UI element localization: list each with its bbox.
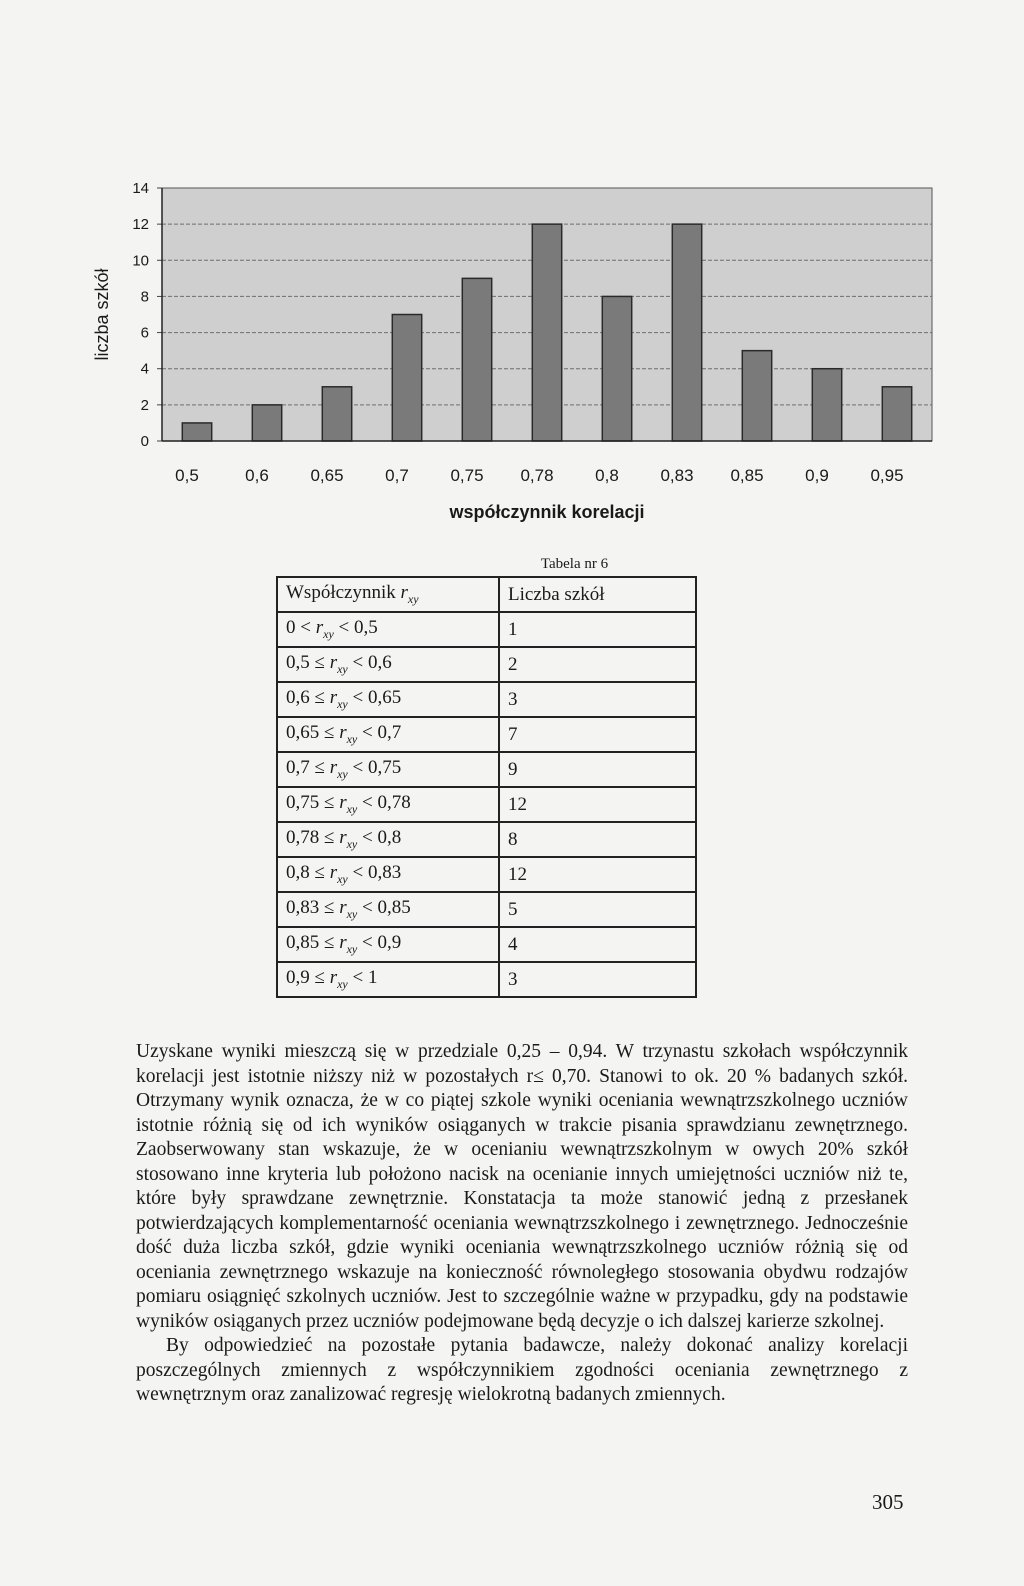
range-upper: < 0,83 <box>347 862 402 884</box>
rxy-symbol: $r_{xy}$ <box>329 967 348 991</box>
count-cell: 5 <box>499 892 696 927</box>
rxy-symbol: $r_{xy}$ <box>339 897 358 921</box>
count-cell: 4 <box>499 927 696 962</box>
table-row <box>277 822 696 857</box>
range-lower: 0,5 ≤ <box>286 652 330 674</box>
range-upper: < 0,75 <box>347 757 402 779</box>
range-cell <box>277 612 499 647</box>
range-lower: 0,78 ≤ <box>286 827 340 849</box>
table-row <box>277 717 696 752</box>
range-upper: < 0,78 <box>357 792 411 814</box>
bar <box>462 278 491 441</box>
rxy-symbol: $r_{xy}$ <box>329 652 348 676</box>
range-cell <box>277 752 499 787</box>
count-cell: 3 <box>499 962 696 997</box>
bar <box>252 405 281 441</box>
rxy-symbol: $r_{xy}$ <box>339 792 358 816</box>
range-upper: < 0,8 <box>357 827 402 849</box>
y-tick-label: 14 <box>132 180 149 197</box>
x-tick-label: 0,6 <box>245 466 269 485</box>
count-cell: 12 <box>499 857 696 892</box>
range-lower: 0,7 ≤ <box>286 757 330 779</box>
count-cell: 7 <box>499 717 696 752</box>
rxy-symbol: $r_{xy}$ <box>339 722 358 746</box>
range-cell <box>277 822 499 857</box>
x-tick-label: 0,95 <box>870 466 904 485</box>
count-cell: 2 <box>499 647 696 682</box>
range-lower: 0,65 ≤ <box>286 722 340 744</box>
x-tick-label: 0,83 <box>660 466 694 485</box>
rxy-symbol: $r_{xy}$ <box>329 687 348 711</box>
header-coefficient <box>277 577 499 612</box>
header-coefficient-label: Współczynnik <box>286 582 401 604</box>
range-cell <box>277 647 499 682</box>
bar <box>812 369 841 441</box>
x-tick-label: 0,7 <box>385 466 409 485</box>
y-tick-label: 10 <box>132 252 149 270</box>
table-row <box>277 857 696 892</box>
range-cell <box>277 927 499 962</box>
range-lower: 0,75 ≤ <box>286 792 340 814</box>
range-cell <box>277 892 499 927</box>
paragraph-1: Uzyskane wyniki mieszczą się w przedziale 0,25 – 0,94. W trzynastu szkołach współczynnik korelacji jest istotnie niższy niż w pozostałych r≤ 0,70. Stanowi to ok. 20 % badanych szkół. Otrzymany wynik oznacza, że w co piątej szkole wyniki oceniania wewnątrzszkolnego uczniów istotnie różnią się od ich wyników osiąganych w trakcie pisania sprawdzianu zewnętrznego. Zaobserwowany stan wskazuje, że w ocenianiu wewnątrzszkolnym w owych 20% szkół stosowano inne kryteria lub położono nacisk na ocenianie innych umiejętności uczniów niż te, które były sprawdzane zewnętrznie. Konstatacja ta może stanowić jedną z przesłanek potwierdzających komplementarność oceniania wewnątrzszkolnego i zewnętrznego. Jednocześnie dość duża liczba szkół, gdzie wyniki oceniania wewnątrzszkolnego uczniów różnią się od oceniania zewnętrznego wskazuje na konieczność równoległego stosowania obydwu rodzajów pomiaru osiągnięć szkolnych uczniów. Jest to szczególnie ważne w przypadku, gdy na podstawie wyników osiąganych przez uczniów podejmowane będą decyzje o ich dalszej karierze szkolnej. <box>136 1041 908 1332</box>
bar <box>742 351 771 441</box>
bar <box>672 224 701 441</box>
bar <box>882 387 911 441</box>
table-row <box>277 647 696 682</box>
range-cell <box>277 682 499 717</box>
rxy-symbol: $r_{xy}$ <box>329 862 348 886</box>
range-cell <box>277 787 499 822</box>
bar <box>182 423 211 441</box>
range-lower: 0,6 ≤ <box>286 687 330 709</box>
range-upper: < 0,6 <box>347 652 392 674</box>
y-tick-label: 8 <box>140 288 149 306</box>
range-lower: 0,85 ≤ <box>286 932 340 954</box>
range-lower: 0,9 ≤ <box>286 967 330 989</box>
y-axis-title: liczba szkół <box>92 268 112 361</box>
histogram-chart <box>80 170 950 530</box>
range-upper: < 0,85 <box>357 897 411 919</box>
y-tick-label: 2 <box>140 396 149 414</box>
table-row <box>277 752 696 787</box>
range-upper: < 0,9 <box>357 932 402 954</box>
count-cell: 3 <box>499 682 696 717</box>
range-upper: < 1 <box>347 967 378 989</box>
range-lower: 0 < <box>286 617 316 639</box>
range-lower: 0,83 ≤ <box>286 897 340 919</box>
range-cell <box>277 717 499 752</box>
x-tick-label: 0,9 <box>805 466 829 485</box>
y-tick-label: 6 <box>140 324 149 342</box>
range-lower: 0,8 ≤ <box>286 862 330 884</box>
range-upper: < 0,5 <box>333 617 378 639</box>
count-cell: 1 <box>499 612 696 647</box>
bar <box>602 296 631 441</box>
bar <box>532 224 561 441</box>
header-school-count: Liczba szkół <box>499 577 696 612</box>
x-axis-title: współczynnik korelacji <box>449 502 645 522</box>
x-tick-label: 0,85 <box>730 466 764 485</box>
count-cell: 8 <box>499 822 696 857</box>
paragraph-2: By odpowiedzieć na pozostałe pytania badawcze, należy dokonać analizy korelacji poszczególnych zmiennych z współczynnikiem zgodności oceniania zewnętrznego z wewnętrznym oraz zanalizować regresję wielokrotną badanych zmiennych. <box>136 1335 908 1405</box>
range-cell <box>277 962 499 997</box>
rxy-symbol: $r_{xy}$ <box>329 757 348 781</box>
correlation-table <box>276 576 697 998</box>
rxy-symbol: $r_{xy}$ <box>400 582 419 606</box>
bar <box>322 387 351 441</box>
table-row <box>277 962 696 997</box>
rxy-symbol: $r_{xy}$ <box>315 617 334 641</box>
bar <box>392 315 421 442</box>
body-text <box>136 1040 908 1408</box>
rxy-symbol: $r_{xy}$ <box>339 932 358 956</box>
range-upper: < 0,65 <box>347 687 402 709</box>
x-tick-label: 0,78 <box>520 466 554 485</box>
table-row <box>277 787 696 822</box>
x-tick-label: 0,5 <box>175 466 199 485</box>
table-header-row <box>277 577 696 612</box>
y-tick-label: 12 <box>132 216 149 234</box>
x-tick-label: 0,75 <box>450 466 484 485</box>
y-tick-label: 4 <box>140 360 149 378</box>
table-caption: Tabela nr 6 <box>540 556 609 572</box>
rxy-symbol: $r_{xy}$ <box>339 827 358 851</box>
table-row <box>277 927 696 962</box>
table-row <box>277 612 696 647</box>
y-tick-label: 0 <box>140 433 149 450</box>
range-cell <box>277 857 499 892</box>
range-upper: < 0,7 <box>357 722 402 744</box>
table-row <box>277 682 696 717</box>
x-tick-label: 0,8 <box>595 466 619 485</box>
page-number: 305 <box>872 1490 904 1514</box>
x-tick-label: 0,65 <box>310 466 344 485</box>
table-row <box>277 892 696 927</box>
count-cell: 12 <box>499 787 696 822</box>
count-cell: 9 <box>499 752 696 787</box>
